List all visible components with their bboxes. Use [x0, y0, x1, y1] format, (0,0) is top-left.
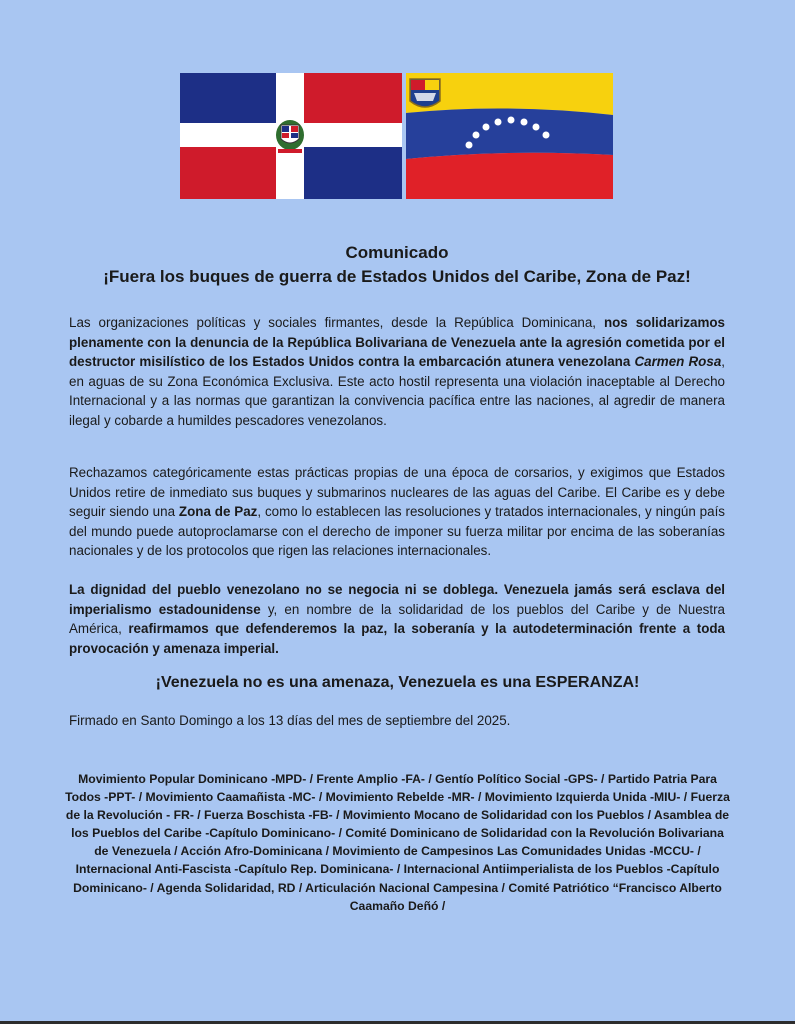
- signature-line: Firmado en Santo Domingo a los 13 días del mes de septiembre del 2025.: [69, 713, 511, 728]
- venezuela-flag-image: [406, 73, 613, 199]
- slogan: ¡Venezuela no es una amenaza, Venezuela es una ESPERANZA!: [155, 674, 640, 691]
- paragraph-2: [69, 463, 725, 561]
- paragraph-3: [69, 580, 725, 658]
- paragraph-3-middle: y, en nombre de la solidaridad de los pueblos del Caribe y de Nuestra América,: [69, 601, 725, 637]
- paragraph-1-bold: nos solidarizamos plenamente con la denuncia de la República Bolivariana de Venezuela ante la agresión cometida por el destructor misilístico de los Estados Unidos contra la embarcación atunera venezolana: [69, 315, 726, 370]
- signatory-organizations: Movimiento Popular Dominicano -MPD- / Frente Amplio -FA- / Gentío Político Social -GPS- / Partido Patria Para Todos -PPT- / Movimiento Caamañista -MC- / Movimiento Rebelde -MR- / Movimiento Izquierda Unida -MIU- / Fuerza de la Revolución - FR- / Fuerza Boschista -FB- / Movimiento Mocano de Solidaridad con los Pueblos / Asamblea de los Pueblos del Caribe -Capítulo Dominicano- / Comité Dominicano de Solidaridad con la Revolución Bolivariana de Venezuela / Acción Afro-Dominicana / Movimiento de Campesinos Las Comunidades Unidas -MCCU- / Internacional Anti-Fascista -Capítulo Rep. Dominicana- / Internacional Antiimperialista de los Pueblos -Capítulo Dominicano- / Agenda Solidaridad, RD / Articulación Nacional Campesina / Comité Patriótico “Francisco Alberto Caamaño Deñó /: [65, 772, 730, 913]
- communique-subtitle: ¡Fuera los buques de guerra de Estados Unidos del Caribe, Zona de Paz!: [103, 267, 691, 286]
- paragraph-3-bold-b: reafirmamos que defenderemos la paz, la soberanía y la autodeterminación frente a toda provocación y amenaza imperial.: [69, 621, 725, 656]
- dominican-republic-flag-image: [180, 73, 402, 199]
- paragraph-2-bold: Zona de Paz: [178, 504, 258, 520]
- paragraph-1: [69, 313, 725, 431]
- communique-title: Comunicado: [345, 243, 449, 262]
- flags-banner: [180, 73, 613, 199]
- paragraph-1-intro: Las organizaciones políticas y sociales firmantes, desde la República Dominicana,: [69, 315, 604, 330]
- communique-heading: [69, 241, 725, 289]
- paragraph-1-rest: , en aguas de su Zona Económica Exclusiva. Este acto hostil representa una violación inaceptable al Derecho Internacional y a las normas que garantizan la convivencia pacífica entre las naciones, al agredir de manera ilegal y cobarde a humildes pescadores venezolanos.: [69, 354, 725, 428]
- paragraph-3-bold-a: La dignidad del pueblo venezolano no se negocia ni se doblega. Venezuela jamás será esclava del imperialismo estadounidense: [69, 582, 725, 617]
- paragraph-2-intro: Rechazamos categóricamente estas prácticas propias de una época de corsarios, y exigimos que Estados Unidos retire de inmediato sus buques y submarinos nucleares de las aguas del Caribe. El Caribe es y debe seguir siendo una: [69, 465, 725, 520]
- paragraph-2-rest: , como lo establecen las resoluciones y tratados internacionales, y ningún país del mundo puede autoproclamarse con el derecho de imponer su fuerza militar por encima de las soberanías nacionales y de los protocolos que rigen las relaciones internacionales.: [69, 504, 725, 559]
- paragraph-1-boat-name: Carmen Rosa: [634, 354, 722, 370]
